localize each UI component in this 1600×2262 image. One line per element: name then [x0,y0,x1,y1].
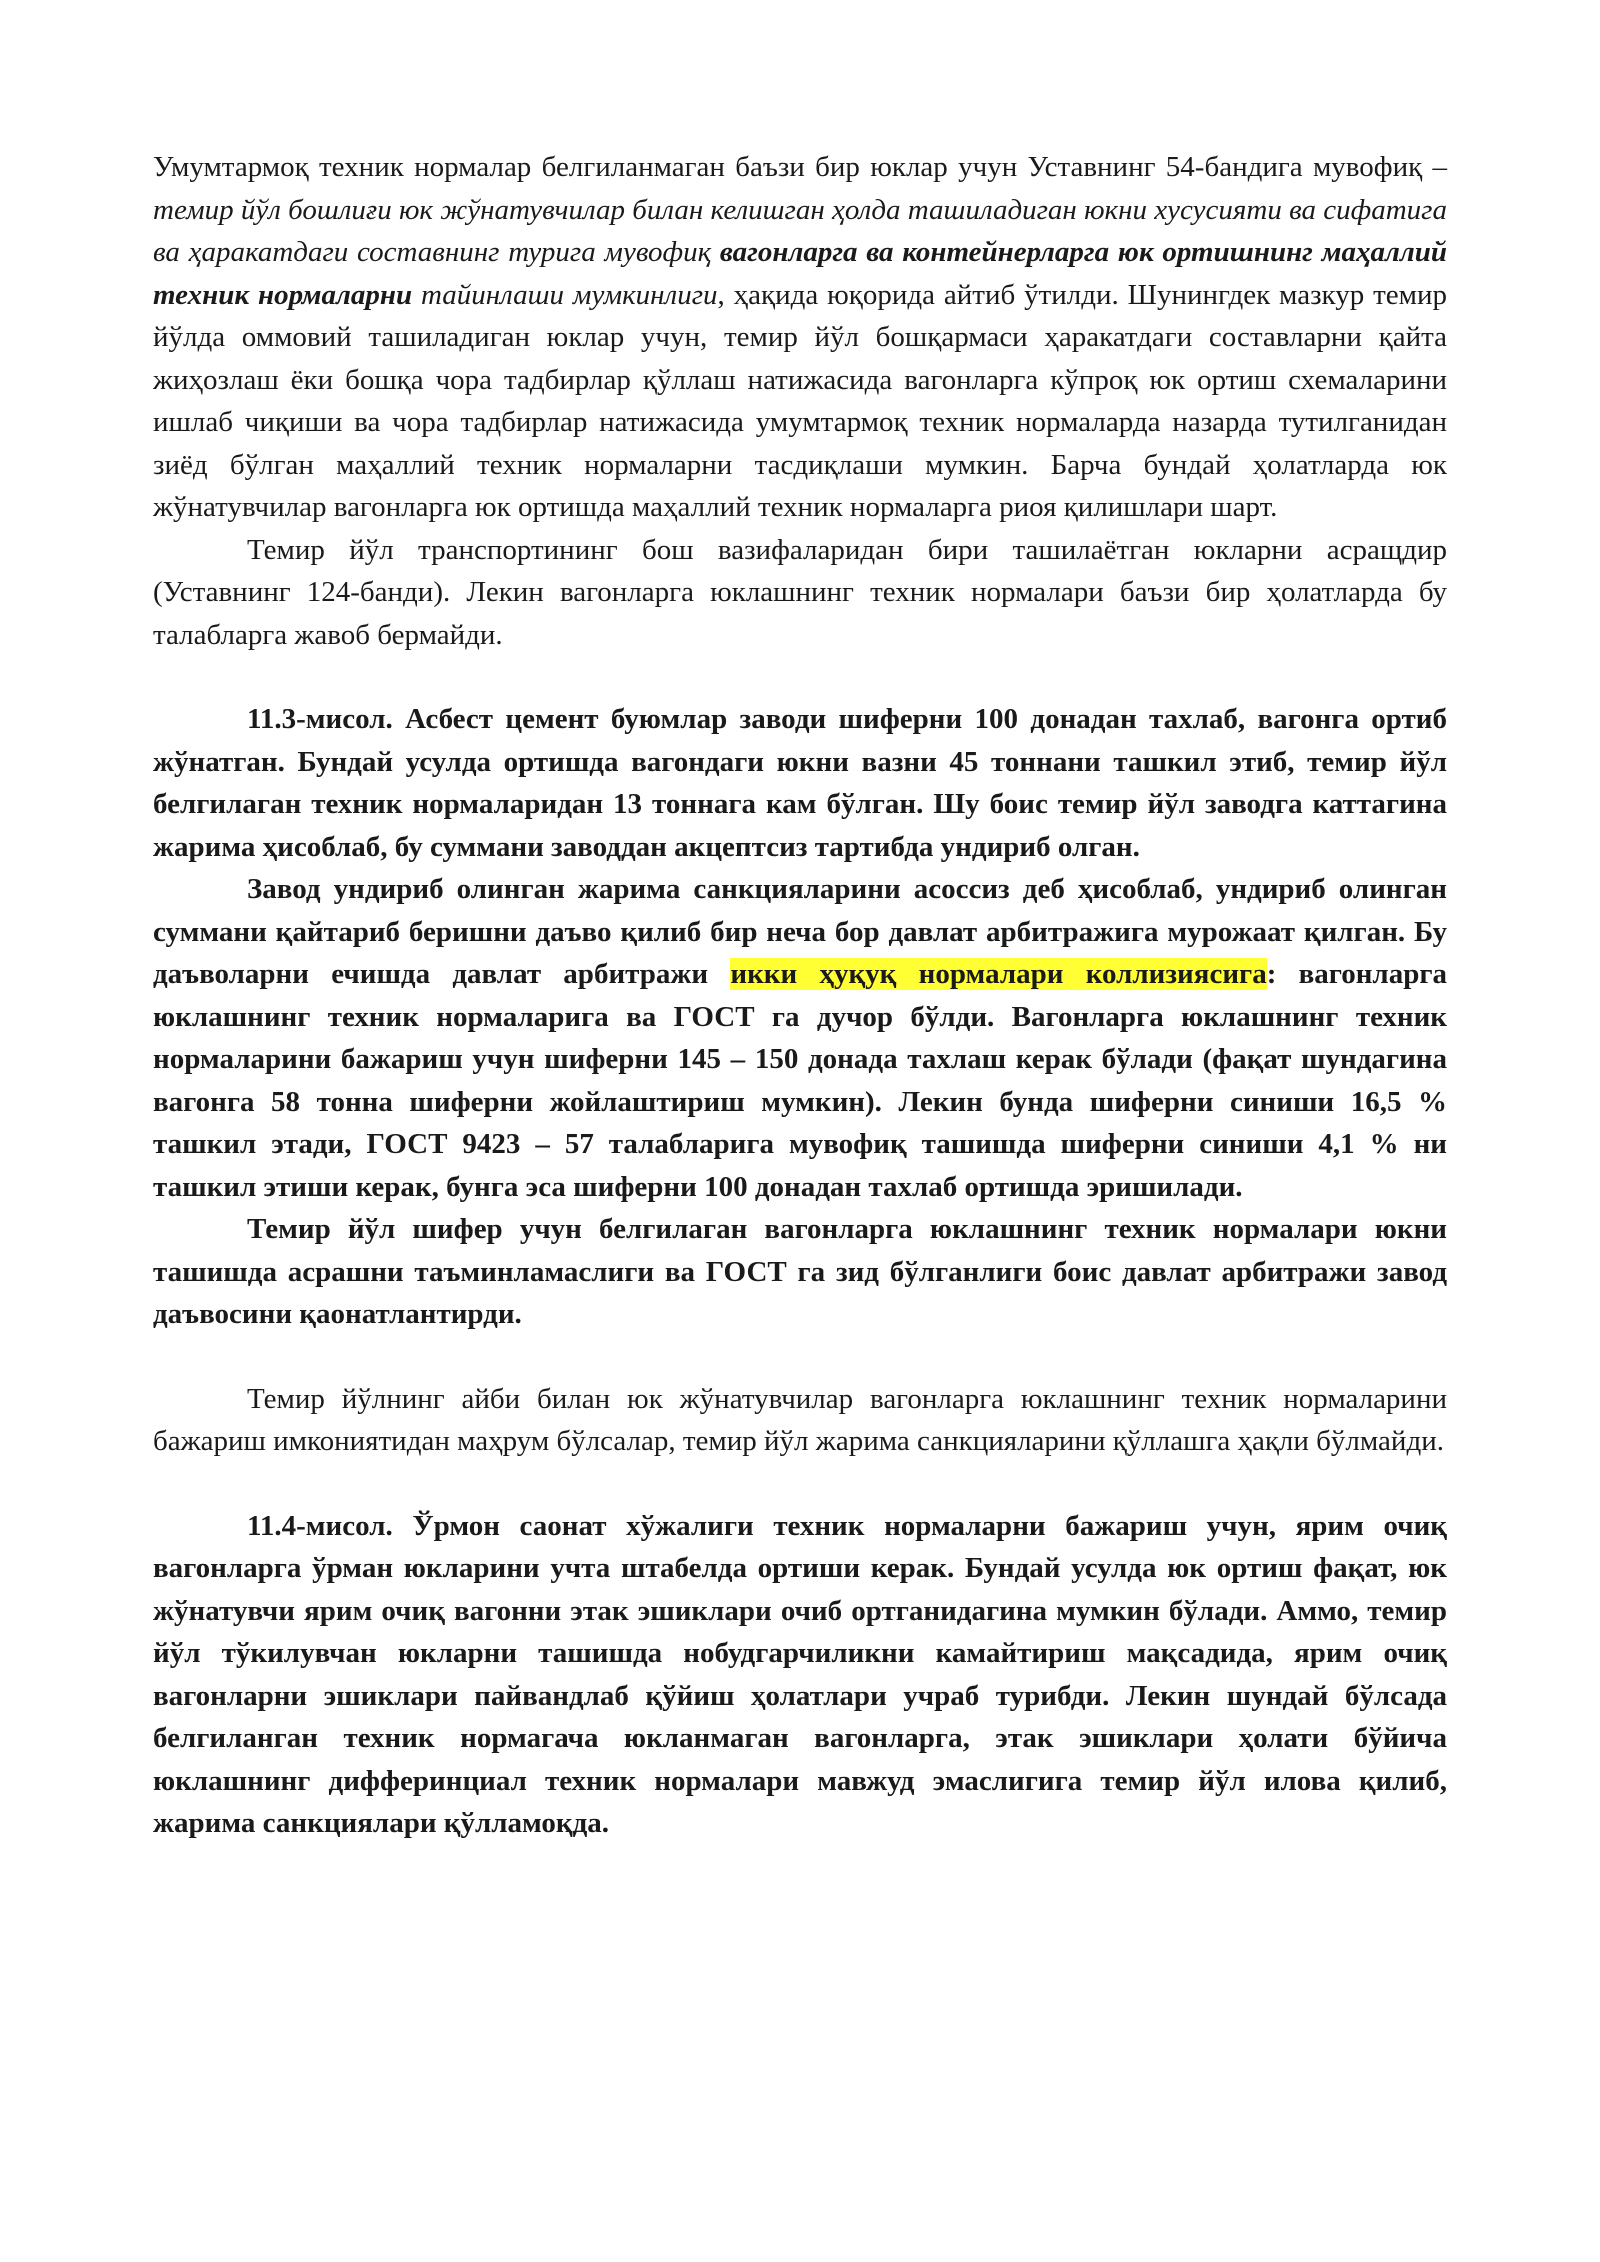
example-11-4: 11.4-мисол. Ўрмон саонат хўжалиги техник нормаларни бажариш учун, ярим очиқ вагонларга ўрман юкларини учта штабелда ортиши керак. Бундай усулда юк ортиш фақат, юк жўнатувчи ярим очиқ вагонни этак эшиклари очиб ортганидагина мумкин бўлади. Аммо, темир йўл тўкилувчан юкларни ташишда нобудгарчиликни камайтириш мақсадида, ярим очиқ вагонларни эшиклари пайвандлаб қўйиш ҳолатлари учраб турибди. Лекин шундай бўлсада белгиланган техник нормагача юкланмаган вагонларга, этак эшиклари ҳолати бўйича юклашнинг дифферинциал техник нормалари мавжуд эмаслигига темир йўл илова қилиб, жарима санкциялари қўлламоқда. [153,1509,1447,1839]
paragraph-1-bold-italic: вагонларга ва контейнерларга юк ортишнинг маҳаллий техник нормаларни [153,236,1447,311]
paragraph-gap [153,1463,1447,1505]
paragraph-1-text-b: , ҳақида юқорида айтиб ўтилди. Шунингдек мазкур темир йўлда оммовий ташиладиган юклар учун, темир йўл бошқармаси ҳаракатдаги составларни қайта жиҳозлаш ёки бошқа чора тадбирлар қўллаш натижасида вагонларга кўпроқ юк ортиш схемаларини ишлаб чиқиши ва чора тадбирлар натижасида умумтармоқ техник нормаларда назарда тутилганидан зиёд бўлган маҳаллий техник нормаларни тасдиқлаши мумкин. Барча бундай ҳолатларда юк жўнатувчилар вагонларга юк ортишда маҳаллий техник нормаларга риоя қилишлари шарт. [153,278,1447,523]
paragraph-1-italic-a: темир йўл бошлиғи юк жўнатувчилар билан келишган ҳолда ташиладиган юкни хусусияти ва сифатига ва ҳаракатдаги составнинг турига мувофиқ [153,193,1447,268]
paragraph-4 [153,868,1447,1208]
paragraph-gap [153,656,1447,698]
example-11-3: 11.3-мисол. Асбест цемент буюмлар заводи шиферни 100 донадан тахлаб, вагонга ортиб жўнатган. Бундай усулда ортишда вагондаги юкни вазни 45 тоннани ташкил этиб, темир йўл белгилаган техник нормаларидан 13 тоннага кам бўлган. Шу боис темир йўл заводга каттагина жарима ҳисоблаб, бу суммани заводдан акцептсиз тартибда ундириб олган. [153,703,1447,863]
paragraph-1 [153,146,1447,529]
paragraph-gap [153,1336,1447,1378]
paragraph-5: Темир йўл шифер учун белгилаган вагонларга юклашнинг техник нормалари юкни ташишда асрашни таъминламаслиги ва ГОСТ га зид бўлганлиги боис давлат арбитражи завод даъвосини қаонатлантирди. [153,1213,1447,1330]
paragraph-4-text-b: : вагонларга юклашнинг техник нормаларига ва ГОСТ га дучор бўлди. Вагонларга юклашнинг техник нормаларини бажариш учун шиферни 145 – 150 донада тахлаш керак бўлади (фақат шундагина вагонга 58 тонна шиферни жойлаштириш мумкин). Лекин бунда шиферни синиши 16,5 % ташкил этади, ГОСТ 9423 – 57 талабларига мувофиқ ташишда шиферни синиши 4,1 % ни ташкил этиши керак, бунга эса шиферни 100 донадан тахлаб ортишда эришилади. [153,958,1447,1203]
paragraph-6: Темир йўлнинг айби билан юк жўнатувчилар вагонларга юклашнинг техник нормаларини бажариш имкониятидан маҳрум бўлсалар, темир йўл жарима санкцияларини қўллашга ҳақли бўлмайди. [153,1382,1447,1457]
paragraph-1-italic-b: тайинлаши мумкинлиги [412,278,718,311]
highlighted-phrase: икки ҳуқуқ нормалари коллизиясига [730,958,1267,990]
paragraph-1-text-a: Умумтармоқ техник нормалар белгиланмаган баъзи бир юклар учун Уставнинг 54-бандига мувофиқ – [153,151,1447,183]
paragraph-2: Темир йўл транспортининг бош вазифаларидан бири ташилаётган юкларни асращдир (Уставнинг 124-банди). Лекин вагонларга юклашнинг техник нормалари баъзи бир ҳолатларда бу талабларга жавоб бермайди. [153,533,1447,651]
document-page [153,146,1447,1845]
paragraph-4-text-a: Завод ундириб олинган жарима санкцияларини асоссиз деб ҳисоблаб, ундириб олинган суммани қайтариб беришни даъво қилиб бир неча бор давлат арбитражига мурожаат қилган. Бу даъволарни ечишда давлат арбитражи [153,873,1447,990]
